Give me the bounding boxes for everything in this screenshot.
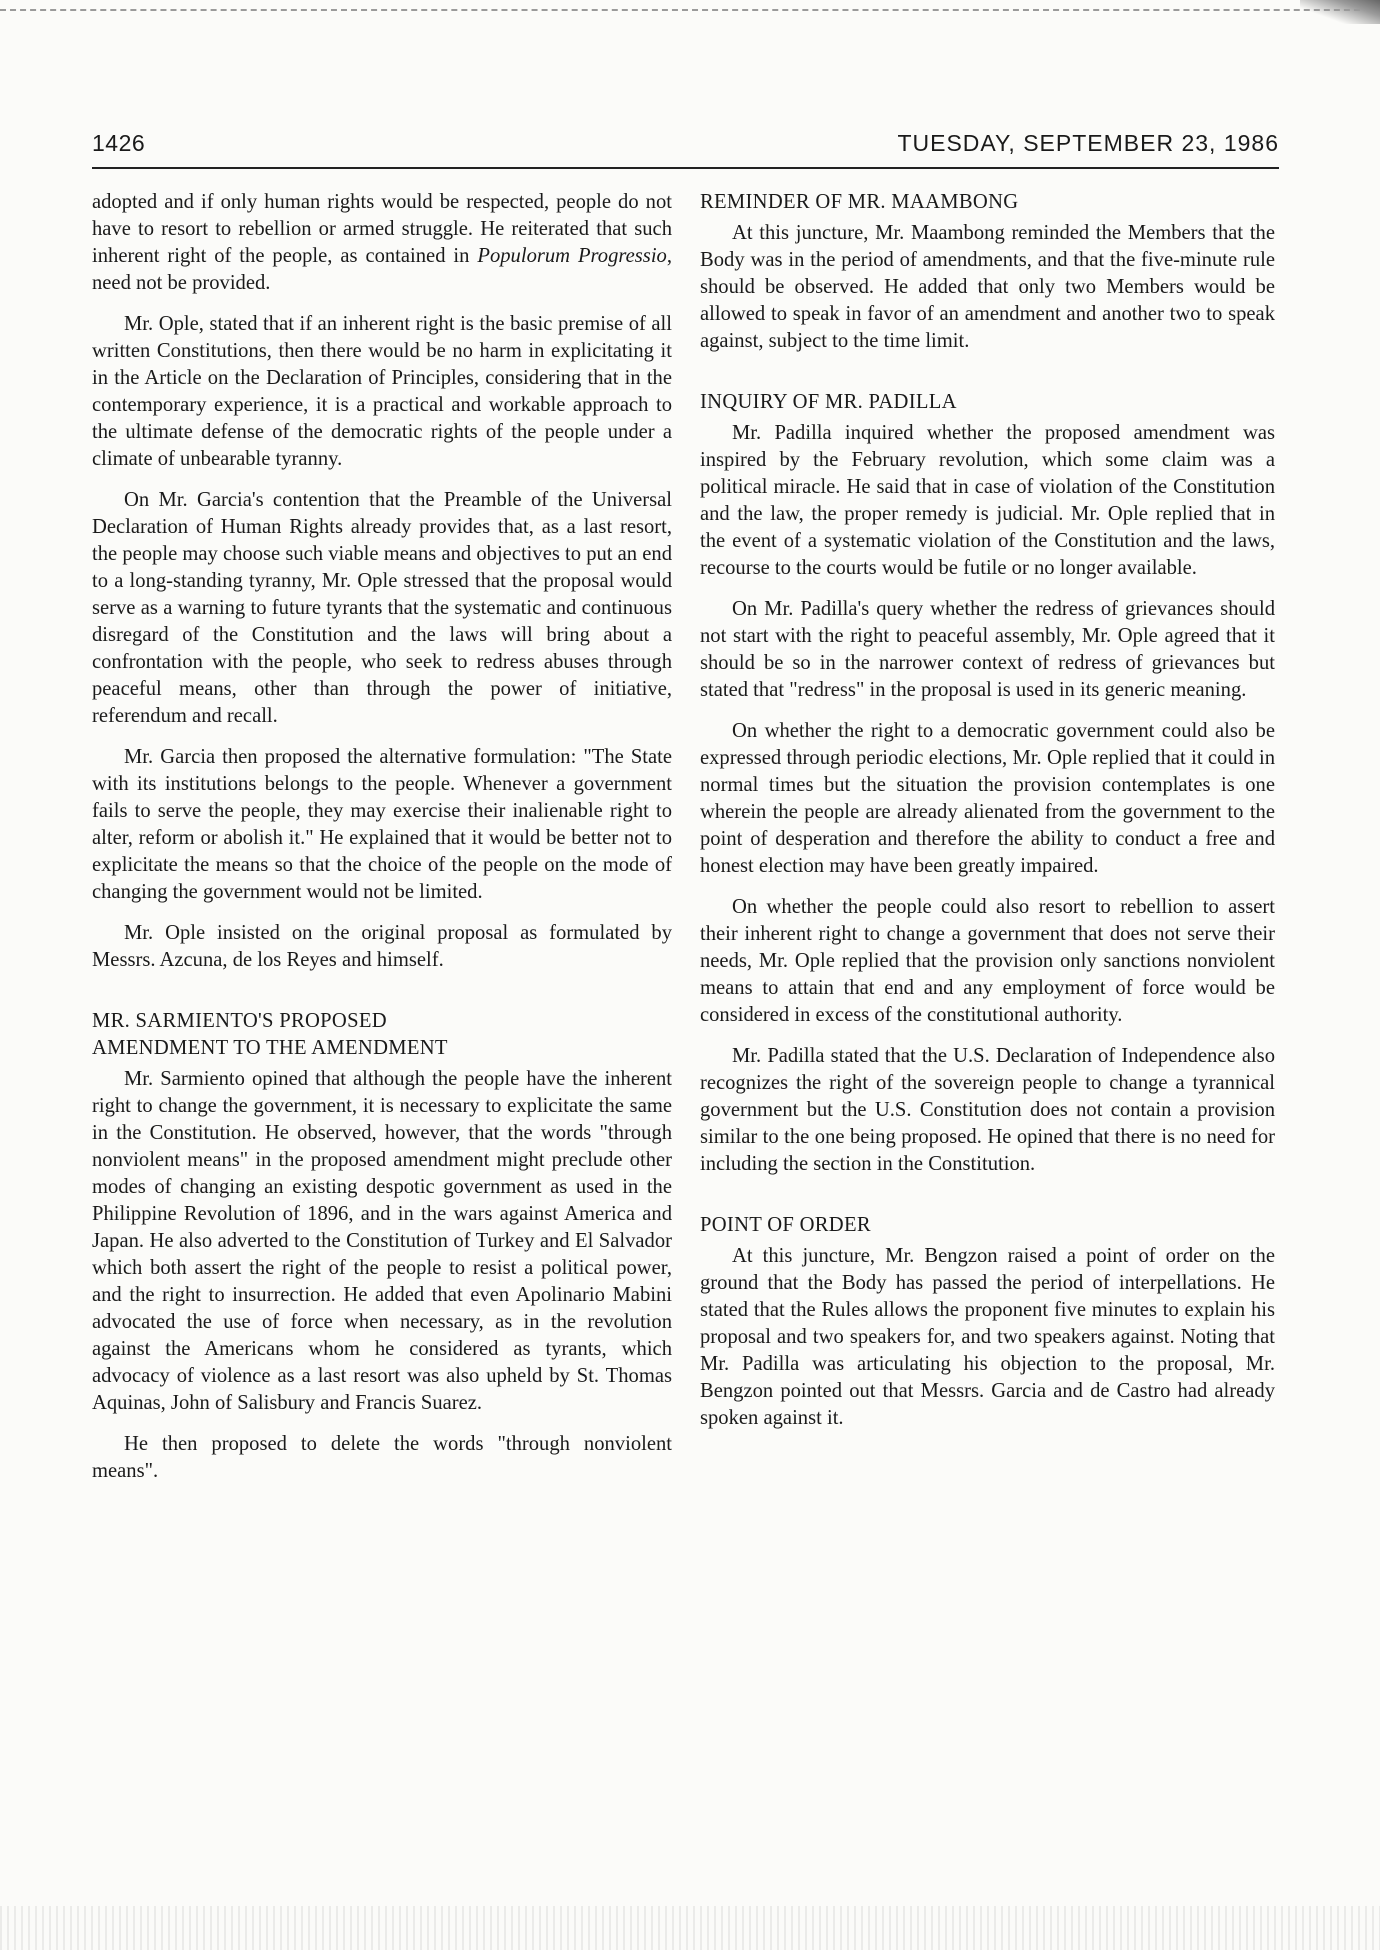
right-paragraph-6: Mr. Padilla stated that the U.S. Declaration of Independence also recognizes the right of the sovereign people to change a tyrannical government but the U.S. Constitution does not contain a provision similar to the one being proposed. He opined that there is no need for including the section in the Constitution. (700, 1045, 1275, 1175)
heading-line-2: AMENDMENT TO THE AMENDMENT (92, 1037, 448, 1059)
section-heading-padilla: INQUIRY OF MR. PADILLA (700, 391, 957, 413)
right-paragraph-2: Mr. Padilla inquired whether the proposed amendment was inspired by the February revolution, which some claim was a political miracle. He said that in case of violation of the Constitution and the law, the proper remedy is judicial. Mr. Ople replied that in the event of a systematic violation of the Constitution and the laws, recourse to the courts would be futile or no longer available. (700, 422, 1275, 579)
right-paragraph-3: On Mr. Padilla's query whether the redress of grievances should not start with the right to peaceful assembly, Mr. Ople agreed that it should be so in the narrower context of redress of grievances but stated that "redress" in the proposal is used in its generic meaning. (700, 598, 1275, 701)
left-column (92, 189, 672, 1499)
heading-line-1: MR. SARMIENTO'S PROPOSED (92, 1010, 387, 1032)
right-paragraph-5: On whether the people could also resort to rebellion to assert their inherent right to change a government that does not serve their needs, Mr. Ople replied that the provision only sanctions nonviolent means to attain that end and any employment of force would be considered in excess of the constitutional authority. (700, 896, 1275, 1026)
page-number: 1426 (92, 130, 146, 156)
left-paragraph-1 (92, 189, 672, 297)
right-paragraph-1: At this juncture, Mr. Maambong reminded the Members that the Body was in the period of amendments, and that the five-minute rule should be observed. He added that only two Members would be allowed to speak in favor of an amendment and another two to speak against, subject to the time limit. (700, 222, 1275, 352)
right-paragraph-7: At this juncture, Mr. Bengzon raised a point of order on the ground that the Body has passed the period of interpellations. He stated that the Rules allows the proponent five minutes to explain his proposal and two speakers for, and two speakers against. Noting that Mr. Padilla was articulating his objection to the proposal, Mr. Bengzon pointed out that Messrs. Garcia and de Castro had already spoken against it. (700, 1245, 1275, 1429)
left-paragraph-6: Mr. Sarmiento opined that although the people have the inherent right to change the government, it is necessary to explicitate the same in the Constitution. He observed, however, that the words "through nonviolent means" in the proposed amendment might preclude other modes of changing an existing despotic government as used in the Philippine Revolution of 1896, and in the wars against America and Japan. He also adverted to the Constitution of Turkey and El Salvador which both assert the right of the people to resist a political power, and the right to insurrection. He added that even Apolinario Mabini advocated the use of force when necessary, as in the revolution against the Americans whom he considered as tyrants, which advocacy of violence as a last resort was also upheld by St. Thomas Aquinas, John of Salisbury and Francis Suarez. (92, 1068, 672, 1414)
work-title-italic: Populorum Progressio (477, 245, 667, 267)
left-paragraph-4: Mr. Garcia then proposed the alternative formulation: "The State with its institutions belongs to the people. Whenever a government fails to serve the people, they may exercise their inalienable right to alter, reform or abolish it." He explained that it would be better not to explicitate the means so that the choice of the people on the mode of changing the government would not be limited. (92, 746, 672, 903)
left-paragraph-3: On Mr. Garcia's contention that the Preamble of the Universal Declaration of Human Rights already provides that, as a last resort, the people may choose such viable means and objectives to put an end to a long-standing tyranny, Mr. Ople stressed that the proposal would serve as a warning to future tyrants that the systematic and continuous disregard of the Constitution and the laws will bring about a confrontation with the people, who seek to redress abuses through peaceful means, other than through the power of initiative, referendum and recall. (92, 489, 672, 727)
left-paragraph-7: He then proposed to delete the words "through nonviolent means". (92, 1433, 672, 1482)
scan-bottom-noise (0, 1906, 1380, 1950)
header-rule (92, 167, 1279, 169)
section-heading-point-of-order: POINT OF ORDER (700, 1214, 871, 1236)
section-heading-maambong: REMINDER OF MR. MAAMBONG (700, 191, 1019, 213)
right-column (700, 189, 1275, 1446)
right-paragraph-4: On whether the right to a democratic government could also be expressed through periodic elections, Mr. Ople replied that it could in normal times but the situation the provision contemplates is one wherein the people are already alienated from the government to the point of desperation and therefore the ability to conduct a free and honest election may have been greatly impaired. (700, 720, 1275, 877)
scan-top-edge (0, 0, 1380, 11)
left-paragraph-2: Mr. Ople, stated that if an inherent right is the basic premise of all written Constitutions, then there would be no harm in explicitating it in the Article on the Declaration of Principles, considering that in the contemporary experience, it is a practical and workable approach to the ultimate defense of the democratic rights of the people under a climate of unbearable tyranny. (92, 313, 672, 470)
page-date: TUESDAY, SEPTEMBER 23, 1986 (897, 130, 1279, 156)
scan-corner-mark (1300, 0, 1380, 24)
left-paragraph-5: Mr. Ople insisted on the original proposal as formulated by Messrs. Azcuna, de los Reyes and himself. (92, 922, 672, 971)
section-heading-sarmiento (92, 1008, 672, 1062)
left-p1-text: adopted and if only human rights would be respected, people do not have to resort to rebellion or armed struggle. He reiterated that such inherent right of the people, as contained in Populorum Progressio, need not be provided. (92, 191, 672, 294)
